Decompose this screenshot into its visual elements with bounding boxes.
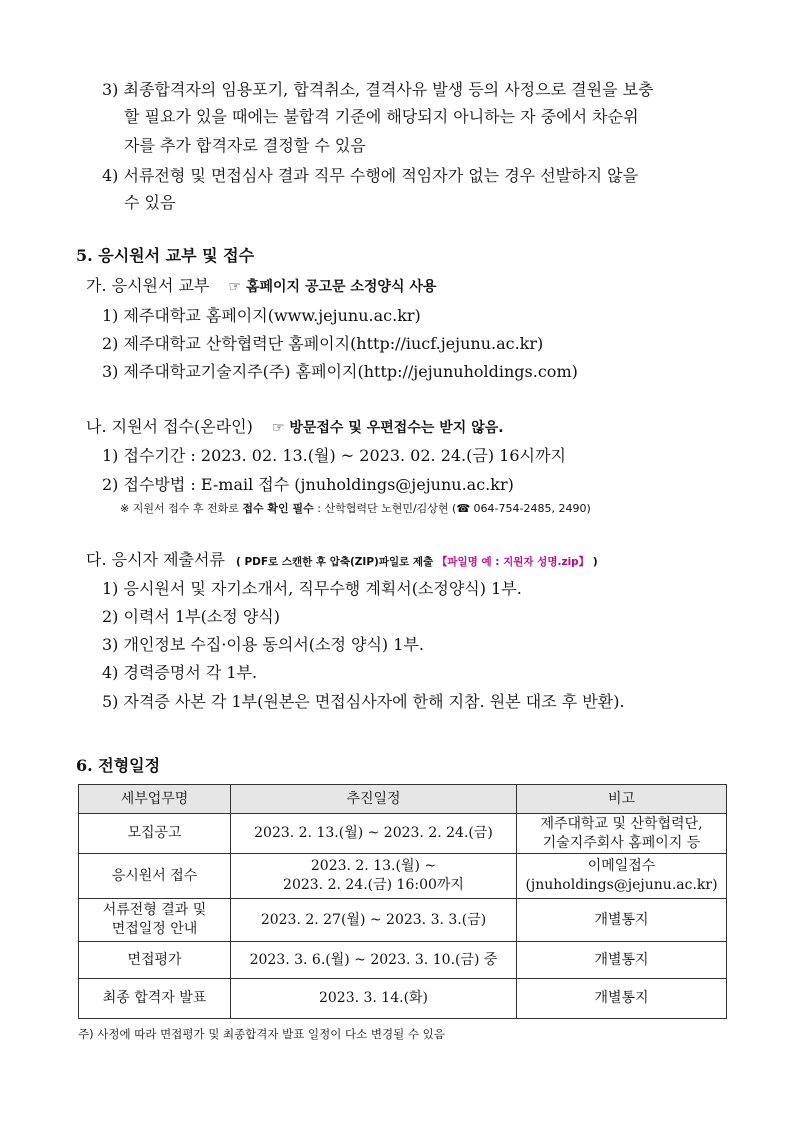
column-header: 추진일정 bbox=[231, 785, 517, 814]
section-heading: 6. 전형일정 bbox=[76, 756, 161, 775]
table-row bbox=[79, 899, 727, 942]
column-header: 비고 bbox=[517, 785, 727, 814]
schedule-cell: 2023. 2. 13.(월) ~ 2023. 2. 24.(금) bbox=[231, 814, 517, 854]
list-item: 4) 경력증명서 각 1부. bbox=[102, 663, 258, 682]
list-item: 4) 서류전형 및 면접심사 결과 직무 수행에 적임자가 없는 경우 선발하지 않을 bbox=[102, 166, 639, 185]
list-item-continued: 할 필요가 있을 때에는 불합격 기준에 해당되지 아니하는 자 중에서 차순위 bbox=[124, 107, 639, 126]
phone-confirm-note bbox=[120, 499, 591, 519]
subsection-label: 다. 응시자 제출서류 bbox=[86, 550, 225, 569]
schedule-cell: 2023. 3. 14.(화) bbox=[231, 979, 517, 1019]
list-item: 3) 최종합격자의 임용포기, 합격취소, 결격사유 발생 등의 사정으로 결원을 보충 bbox=[102, 80, 654, 99]
list-item: 3) 개인정보 수집·이용 동의서(소정 양식) 1부. bbox=[102, 635, 424, 654]
section-heading: 5. 응시원서 교부 및 접수 bbox=[76, 246, 255, 265]
schedule-cell: 2023. 2. 13.(월) ~ 2023. 2. 24.(금) 16:00까지 bbox=[231, 854, 517, 899]
remark-cell: 개별통지 bbox=[517, 899, 727, 942]
note-text: ) bbox=[592, 556, 598, 568]
table-row bbox=[79, 854, 727, 899]
remark-cell: 개별통지 bbox=[517, 979, 727, 1019]
note-text: : 산학협력단 노현민/김상현 (☎ 064-754-2485, 2490) bbox=[317, 502, 591, 515]
table-row bbox=[79, 814, 727, 854]
schedule-table bbox=[78, 784, 727, 1019]
list-item: 2) 접수방법 : E-mail 접수 (jnuholdings@jejunu.ac.kr) bbox=[102, 475, 514, 494]
schedule-cell: 2023. 2. 27(월) ~ 2023. 3. 3.(금) bbox=[231, 899, 517, 942]
task-cell: 응시원서 접수 bbox=[79, 854, 231, 899]
task-cell: 최종 합격자 발표 bbox=[79, 979, 231, 1019]
list-item: 1) 접수기간 : 2023. 02. 13.(월) ~ 2023. 02. 24.(금) 16시까지 bbox=[102, 446, 566, 465]
subsection-note: ☞ 홈페이지 공고문 소정양식 사용 bbox=[228, 279, 437, 295]
list-item-continued: 수 있음 bbox=[124, 193, 176, 212]
subsection-label: 가. 응시원서 교부 bbox=[86, 276, 210, 295]
note-text: ( PDF로 스캔한 후 압축(ZIP)파일로 제출 bbox=[236, 556, 434, 568]
note-text: ※ 지원서 접수 후 전화로 bbox=[120, 502, 239, 515]
subsection-da bbox=[86, 550, 598, 572]
remark-cell: 이메일접수 (jnuholdings@jejunu.ac.kr) bbox=[517, 854, 727, 899]
table-header-row bbox=[79, 785, 727, 814]
list-item: 2) 이력서 1부(소정 양식) bbox=[102, 607, 280, 626]
list-item-continued: 자를 추가 합격자로 결정할 수 있음 bbox=[124, 136, 366, 155]
remark-cell: 개별통지 bbox=[517, 942, 727, 979]
task-cell: 면접평가 bbox=[79, 942, 231, 979]
subsection-label: 나. 지원서 접수(온라인) bbox=[86, 417, 253, 436]
list-item: 2) 제주대학교 산학협력단 홈페이지(http://iucf.jejunu.ac.kr) bbox=[102, 334, 544, 353]
list-item: 1) 제주대학교 홈페이지(www.jejunu.ac.kr) bbox=[102, 306, 421, 325]
schedule-footnote: 주) 사정에 따라 면접평가 및 최종합격자 발표 일정이 다소 변경될 수 있음 bbox=[78, 1027, 445, 1041]
subsection-na bbox=[86, 417, 504, 438]
column-header: 세부업무명 bbox=[79, 785, 231, 814]
task-cell: 모집공고 bbox=[79, 814, 231, 854]
schedule-cell: 2023. 3. 6.(월) ~ 2023. 3. 10.(금) 중 bbox=[231, 942, 517, 979]
remark-cell: 제주대학교 및 산학협력단, 기술지주회사 홈페이지 등 bbox=[517, 814, 727, 854]
note-emphasis: 접수 확인 필수 bbox=[242, 502, 314, 515]
task-cell: 서류전형 결과 및 면접일정 안내 bbox=[79, 899, 231, 942]
table-row bbox=[79, 942, 727, 979]
list-item: 1) 응시원서 및 자기소개서, 직무수행 계획서(소정양식) 1부. bbox=[102, 579, 522, 598]
filename-example: 【파일명 예 : 지원자 성명.zip】 bbox=[436, 556, 590, 568]
list-item: 3) 제주대학교기술지주(주) 홈페이지(http://jejunuholdings.com) bbox=[102, 362, 578, 381]
list-item: 5) 자격증 사본 각 1부(원본은 면접심사자에 한해 지참. 원본 대조 후 반환). bbox=[102, 692, 625, 711]
subsection-note bbox=[236, 556, 598, 568]
table-row bbox=[79, 979, 727, 1019]
subsection-ga bbox=[86, 276, 436, 297]
subsection-note: ☞ 방문접수 및 우편접수는 받지 않음. bbox=[271, 420, 504, 436]
